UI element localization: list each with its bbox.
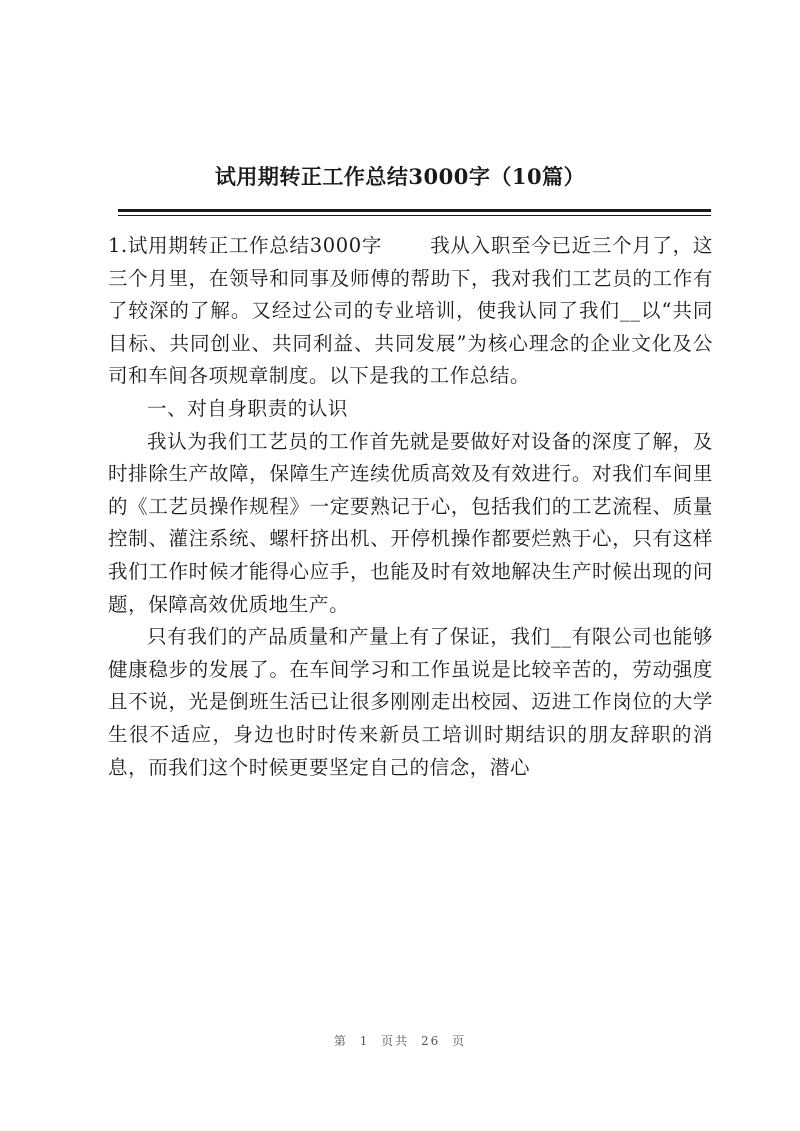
document-body: [108, 230, 713, 784]
document-title: 试用期转正工作总结3000字（10篇）: [214, 164, 586, 189]
paragraph-1: [108, 230, 713, 393]
title-divider-thin: [118, 215, 711, 216]
paragraph-1-body: 我从入职至今已近三个月了，这三个月里，在领导和同事及师傅的帮助下，我对我们工艺员的工作有了较深的了解。又经过公司的专业培训，使我认同了我们__以“共同目标、共同创业、共同利益、共同发展”为核心理念的企业文化及公司和车间各项规章制度。以下是我的工作总结。: [108, 234, 713, 388]
section-heading-1: 1.试用期转正工作总结3000字: [108, 234, 383, 257]
paragraph-4: 只有我们的产品质量和产量上有了保证，我们__有限公司也能够健康稳步的发展了。在车间学习和工作虽说是比较辛苦的，劳动强度且不说，光是倒班生活已让很多刚刚走出校园、迈进工作岗位的大学生很不适应，身边也时时传来新员工培训时期结识的朋友辞职的消息，而我们这个时候更要坚定自己的信念，潜心: [108, 625, 713, 779]
title-divider-thick: [118, 209, 711, 212]
paragraph-3: 我认为我们工艺员的工作首先就是要做好对设备的深度了解，及时排除生产故障，保障生产连续优质高效及有效进行。对我们车间里的《工艺员操作规程》一定要熟记于心，包括我们的工艺流程、质量控制、灌注系统、螺杆挤出机、开停机操作都要烂熟于心，只有这样我们工作时候才能得心应手，也能及时有效地解决生产时候出现的问题，保障高效优质地生产。: [108, 429, 713, 616]
paragraph-2: 一、对自身职责的认识: [147, 396, 349, 420]
page-number: 第 1 页共 26 页: [333, 1034, 467, 1048]
